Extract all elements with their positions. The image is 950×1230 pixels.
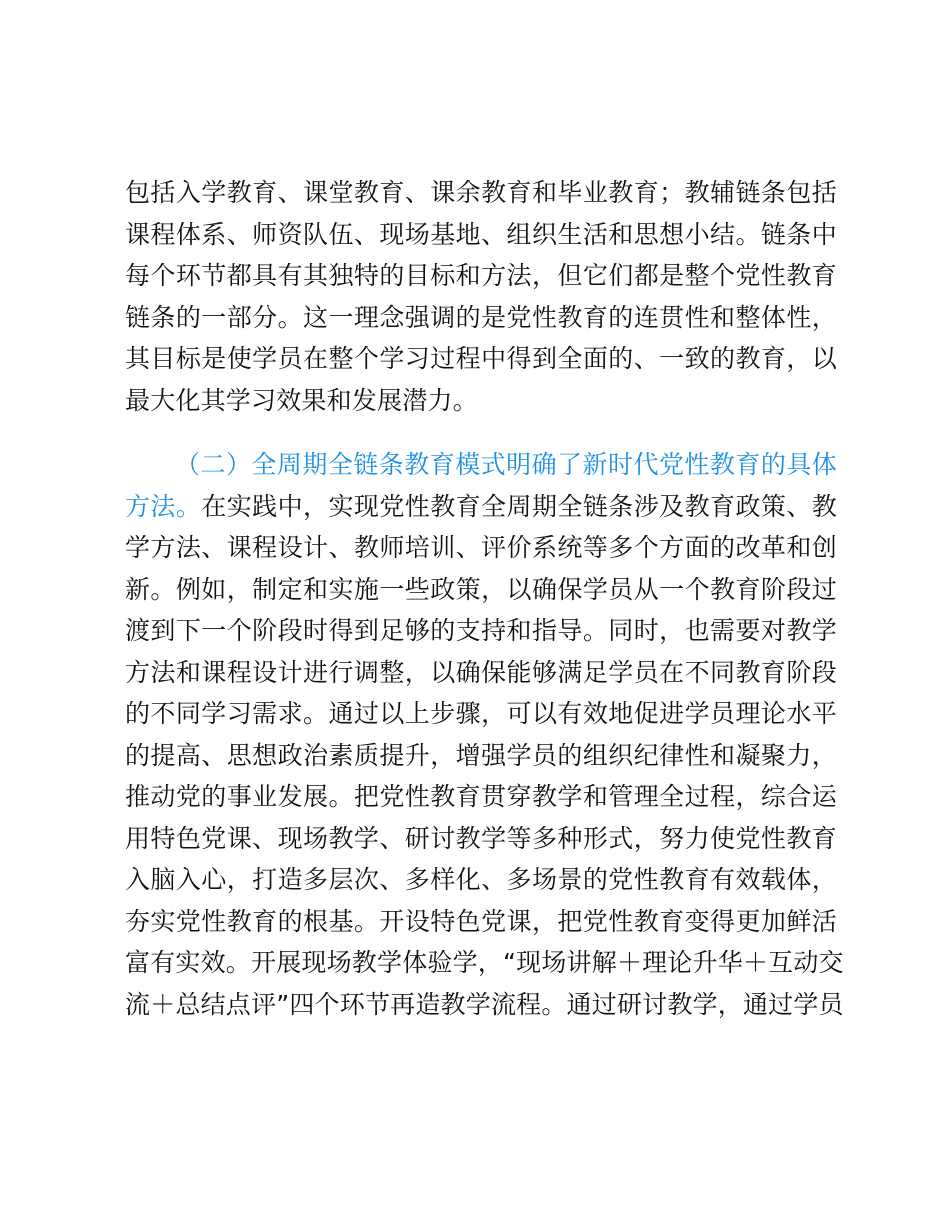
- paragraph-line: 渡到下一个阶段时得到足够的支持和指导。同时，也需要对教学: [125, 616, 837, 645]
- paragraph-line: 包括入学教育、课堂教育、课余教育和毕业教育；教辅链条包括: [125, 178, 837, 207]
- paragraph-line-text: 在实践中，实现党性教育全周期全链条涉及教育政策、教: [201, 491, 837, 521]
- paragraph-line: 流＋总结点评”四个环节再造教学流程。通过研讨教学，通过学员: [125, 989, 844, 1019]
- paragraph-1: [125, 172, 837, 421]
- paragraph-2: [125, 444, 844, 1025]
- paragraph-line: 其目标是使学员在整个学习过程中得到全面的、一致的教育，以: [125, 344, 837, 373]
- paragraph-line: 课程体系、师资队伍、现场基地、组织生活和思想小结。链条中: [125, 219, 837, 249]
- section-heading-end: 方法。: [125, 491, 202, 521]
- paragraph-line: 每个环节都具有其独特的目标和方法，但它们都是整个党性教育: [125, 261, 837, 290]
- paragraph-line: 入脑入心，打造多层次、多样化、多场景的党性教育有效载体，: [125, 865, 837, 894]
- paragraph-line: 夯实党性教育的根基。开设特色党课，把党性教育变得更加鲜活: [125, 906, 837, 936]
- paragraph-line: 学方法、课程设计、教师培训、评价系统等多个方面的改革和创: [125, 533, 837, 562]
- paragraph-line: 方法和课程设计进行调整，以确保能够满足学员在不同教育阶段: [125, 657, 837, 687]
- paragraph-line: 新。例如，制定和实施一些政策，以确保学员从一个教育阶段过: [125, 574, 837, 604]
- paragraph-line: 的不同学习需求。通过以上步骤，可以有效地促进学员理论水平: [125, 699, 837, 728]
- paragraph-line: [125, 486, 837, 528]
- paragraph-line: 用特色党课、现场教学、研讨教学等多种形式，努力使党性教育: [125, 823, 837, 853]
- paragraph-line: 的提高、思想政治素质提升，增强学员的组织纪律性和凝聚力，: [125, 740, 837, 770]
- section-heading: （二）全周期全链条教育模式明确了新时代党性教育的具体: [175, 450, 837, 479]
- paragraph-line: 链条的一部分。这一理念强调的是党性教育的连贯性和整体性，: [125, 302, 837, 332]
- paragraph-line: 富有实效。开展现场教学体验学，“现场讲解＋理论升华＋互动交: [125, 948, 844, 977]
- paragraph-line: 推动党的事业发展。把党性教育贯穿教学和管理全过程，综合运: [125, 782, 837, 811]
- paragraph-line: 最大化其学习效果和发展潜力。: [125, 385, 478, 415]
